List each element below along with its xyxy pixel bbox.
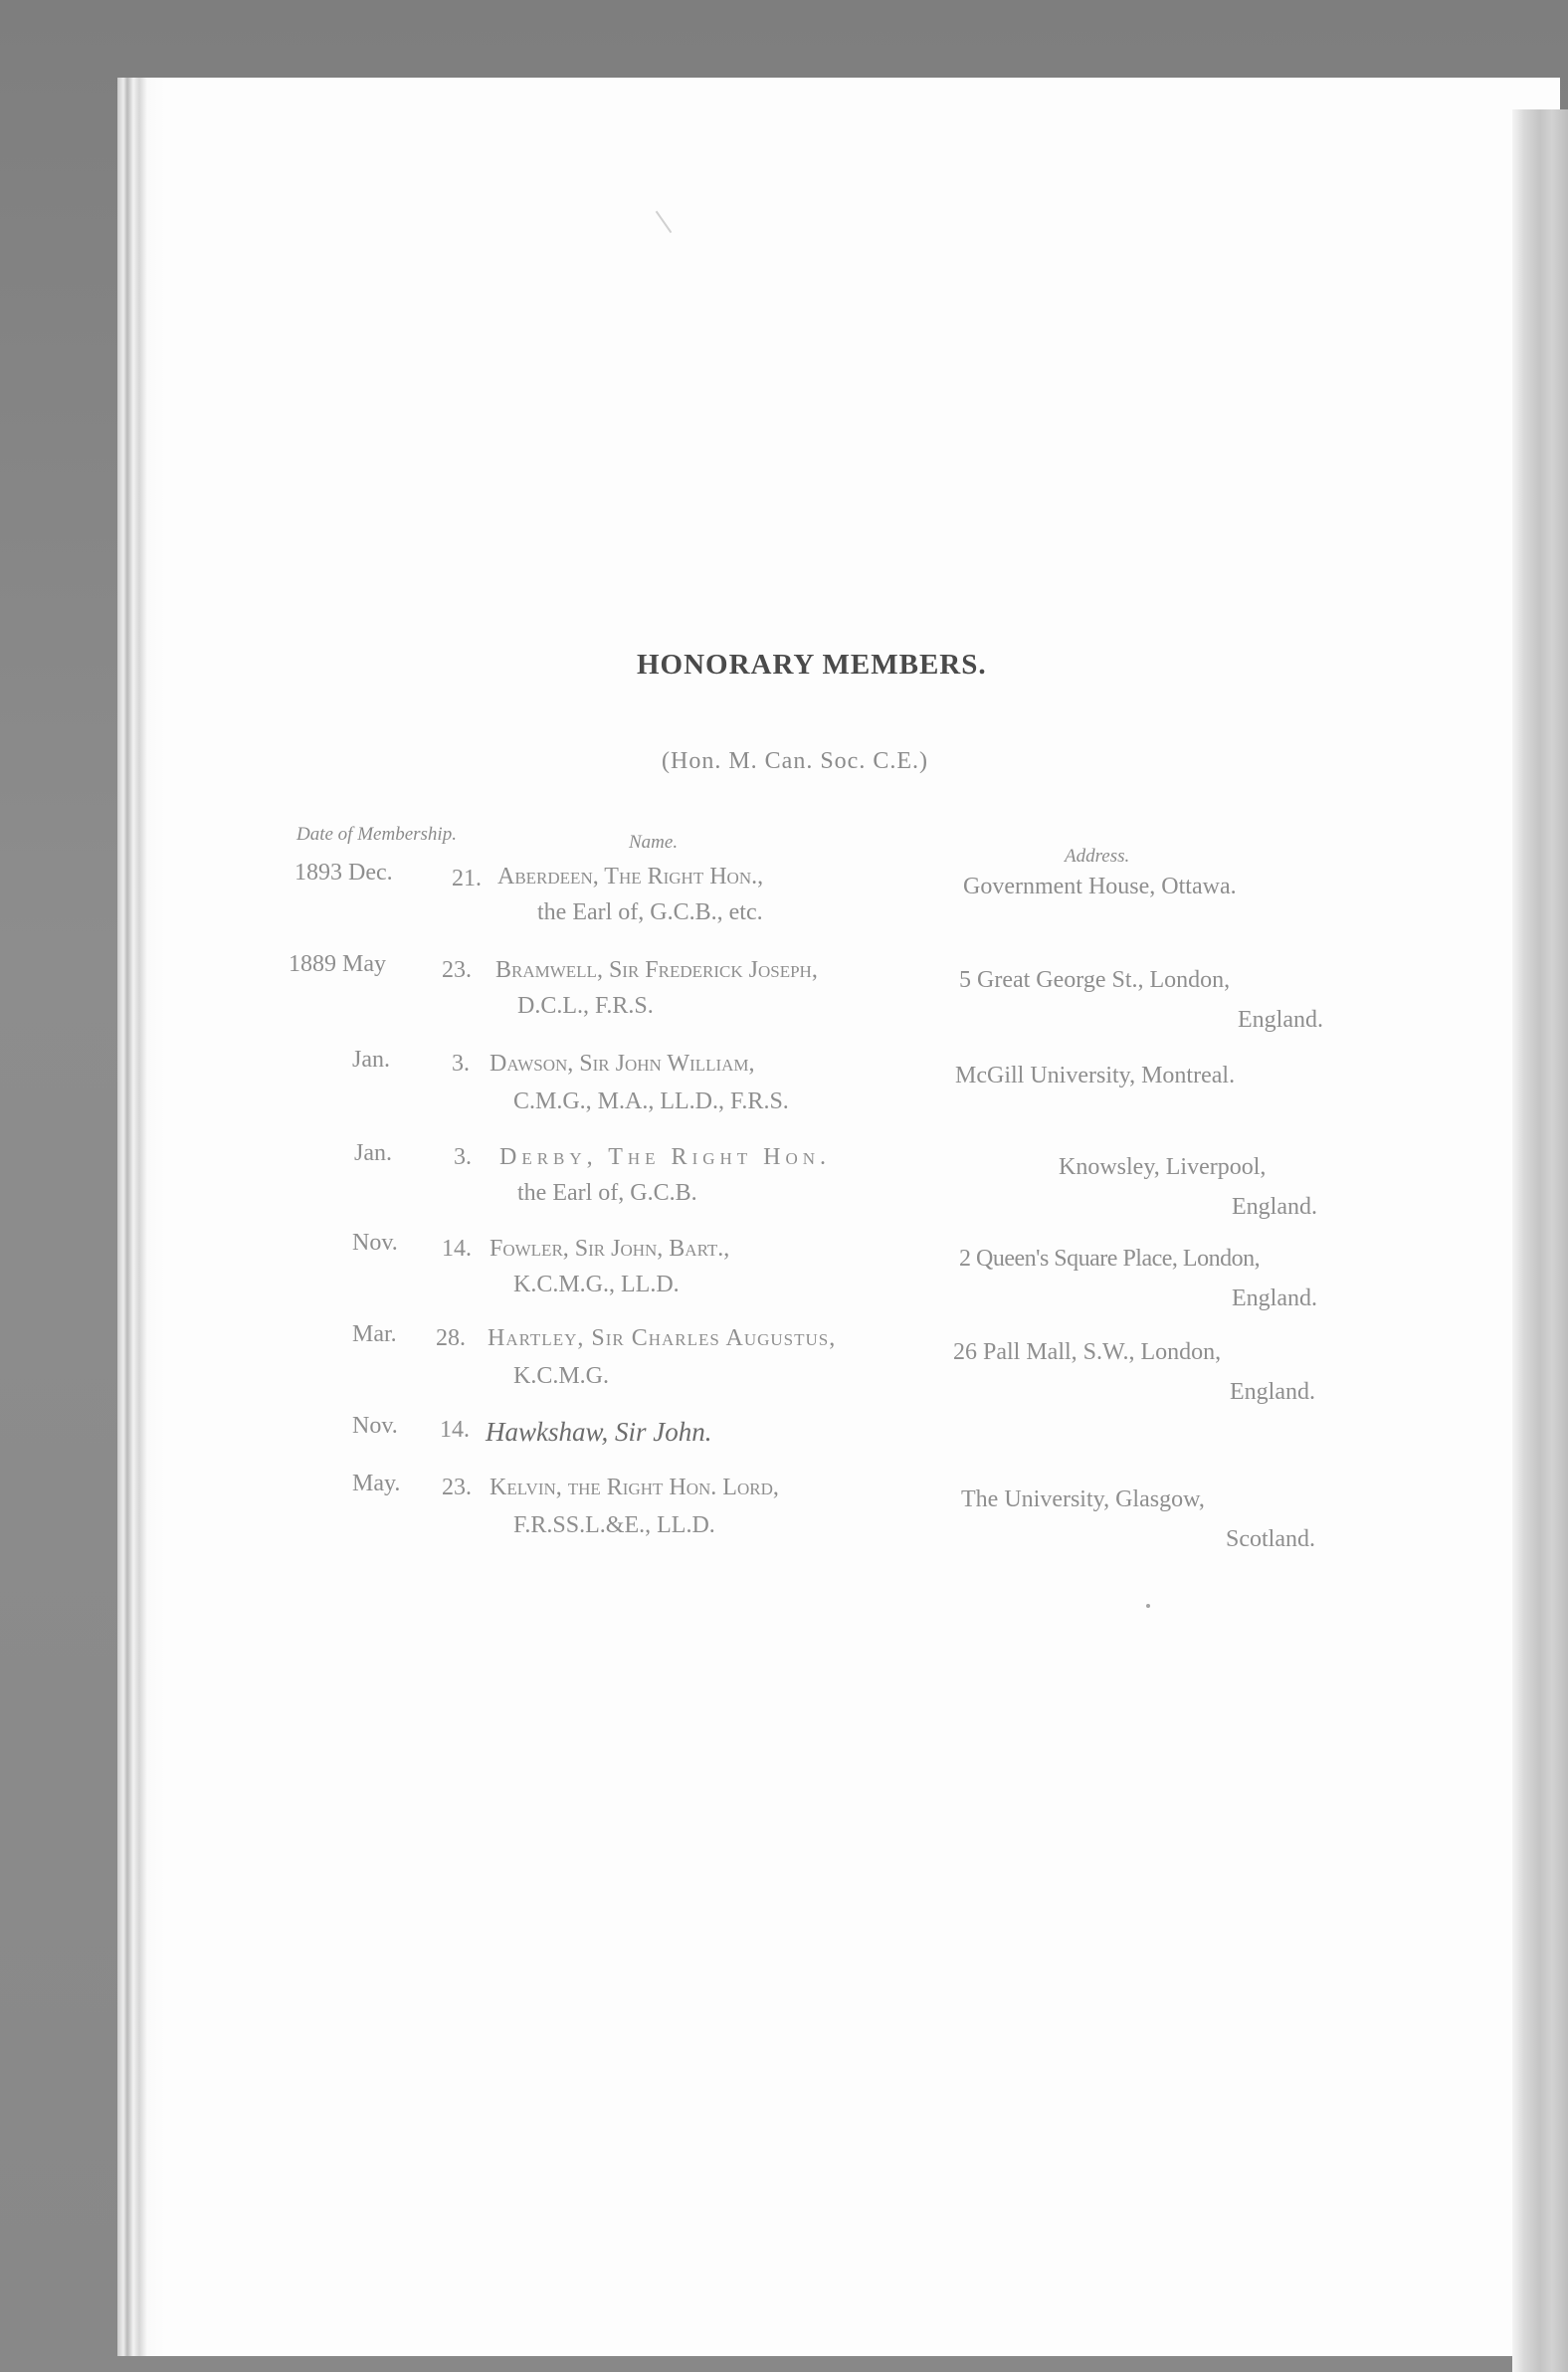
- member-address: Government House, Ottawa.: [963, 874, 1237, 899]
- member-day: 14.: [442, 1236, 472, 1262]
- member-day: 3.: [452, 1051, 470, 1077]
- member-date: Nov.: [352, 1413, 398, 1439]
- member-address: 5 Great George St., London,: [959, 967, 1231, 993]
- member-name-cont: C.M.G., M.A., LL.D., F.R.S.: [513, 1088, 789, 1114]
- member-address: The University, Glasgow,: [961, 1486, 1205, 1512]
- header-date: Date of Membership.: [296, 824, 457, 845]
- member-day: 14.: [440, 1417, 470, 1443]
- member-name-cont: K.C.M.G., LL.D.: [513, 1272, 680, 1297]
- member-date: 1889 May: [289, 951, 386, 977]
- member-date: Mar.: [352, 1321, 397, 1347]
- member-address-cont: England.: [1232, 1194, 1317, 1220]
- member-date: 1893 Dec.: [294, 860, 393, 886]
- page-spine-edge: [117, 78, 165, 2356]
- member-day: 3.: [454, 1144, 472, 1170]
- member-name-cont: K.C.M.G.: [513, 1363, 610, 1389]
- member-date: Nov.: [352, 1230, 398, 1256]
- scan-speck: [1146, 1604, 1150, 1608]
- member-name-cont: the Earl of, G.C.B.: [517, 1180, 697, 1206]
- page-title: HONORARY MEMBERS.: [637, 649, 987, 681]
- member-address: 2 Queen's Square Place, London,: [959, 1246, 1261, 1272]
- book-page: [117, 78, 1560, 2356]
- member-name: Derby, The Right Hon.: [499, 1144, 832, 1170]
- header-address: Address.: [1065, 846, 1130, 867]
- member-name-cont: F.R.SS.L.&E., LL.D.: [513, 1512, 715, 1538]
- member-name: Bramwell, Sir Frederick Joseph,: [495, 957, 818, 983]
- member-name: Fowler, Sir John, Bart.,: [490, 1236, 730, 1262]
- member-day: 28.: [436, 1325, 466, 1351]
- member-address: 26 Pall Mall, S.W., London,: [953, 1339, 1222, 1365]
- member-name: Kelvin, the Right Hon. Lord,: [490, 1475, 779, 1500]
- member-date: Jan.: [354, 1140, 392, 1166]
- member-address-cont: Scotland.: [1226, 1526, 1315, 1552]
- member-name: Hawkshaw, Sir John.: [486, 1417, 712, 1447]
- member-name-cont: D.C.L., F.R.S.: [517, 993, 654, 1019]
- member-day: 21.: [452, 866, 482, 891]
- page-subtitle: (Hon. M. Can. Soc. C.E.): [662, 748, 928, 774]
- member-address-cont: England.: [1238, 1007, 1323, 1033]
- header-name: Name.: [629, 832, 679, 853]
- member-address: Knowsley, Liverpool,: [1059, 1154, 1267, 1180]
- member-name: Hartley, Sir Charles Augustus,: [488, 1325, 837, 1351]
- member-name-cont: the Earl of, G.C.B., etc.: [537, 899, 763, 925]
- facing-page-edge: [1512, 109, 1568, 2372]
- member-address-cont: England.: [1232, 1285, 1317, 1311]
- member-name: Dawson, Sir John William,: [490, 1051, 755, 1077]
- member-address: McGill University, Montreal.: [955, 1063, 1236, 1088]
- member-date: Jan.: [352, 1047, 390, 1073]
- member-address-cont: England.: [1230, 1379, 1315, 1405]
- member-day: 23.: [442, 1475, 472, 1500]
- member-day: 23.: [442, 957, 472, 983]
- member-name: Aberdeen, The Right Hon.,: [497, 864, 764, 890]
- member-date: May.: [352, 1471, 401, 1496]
